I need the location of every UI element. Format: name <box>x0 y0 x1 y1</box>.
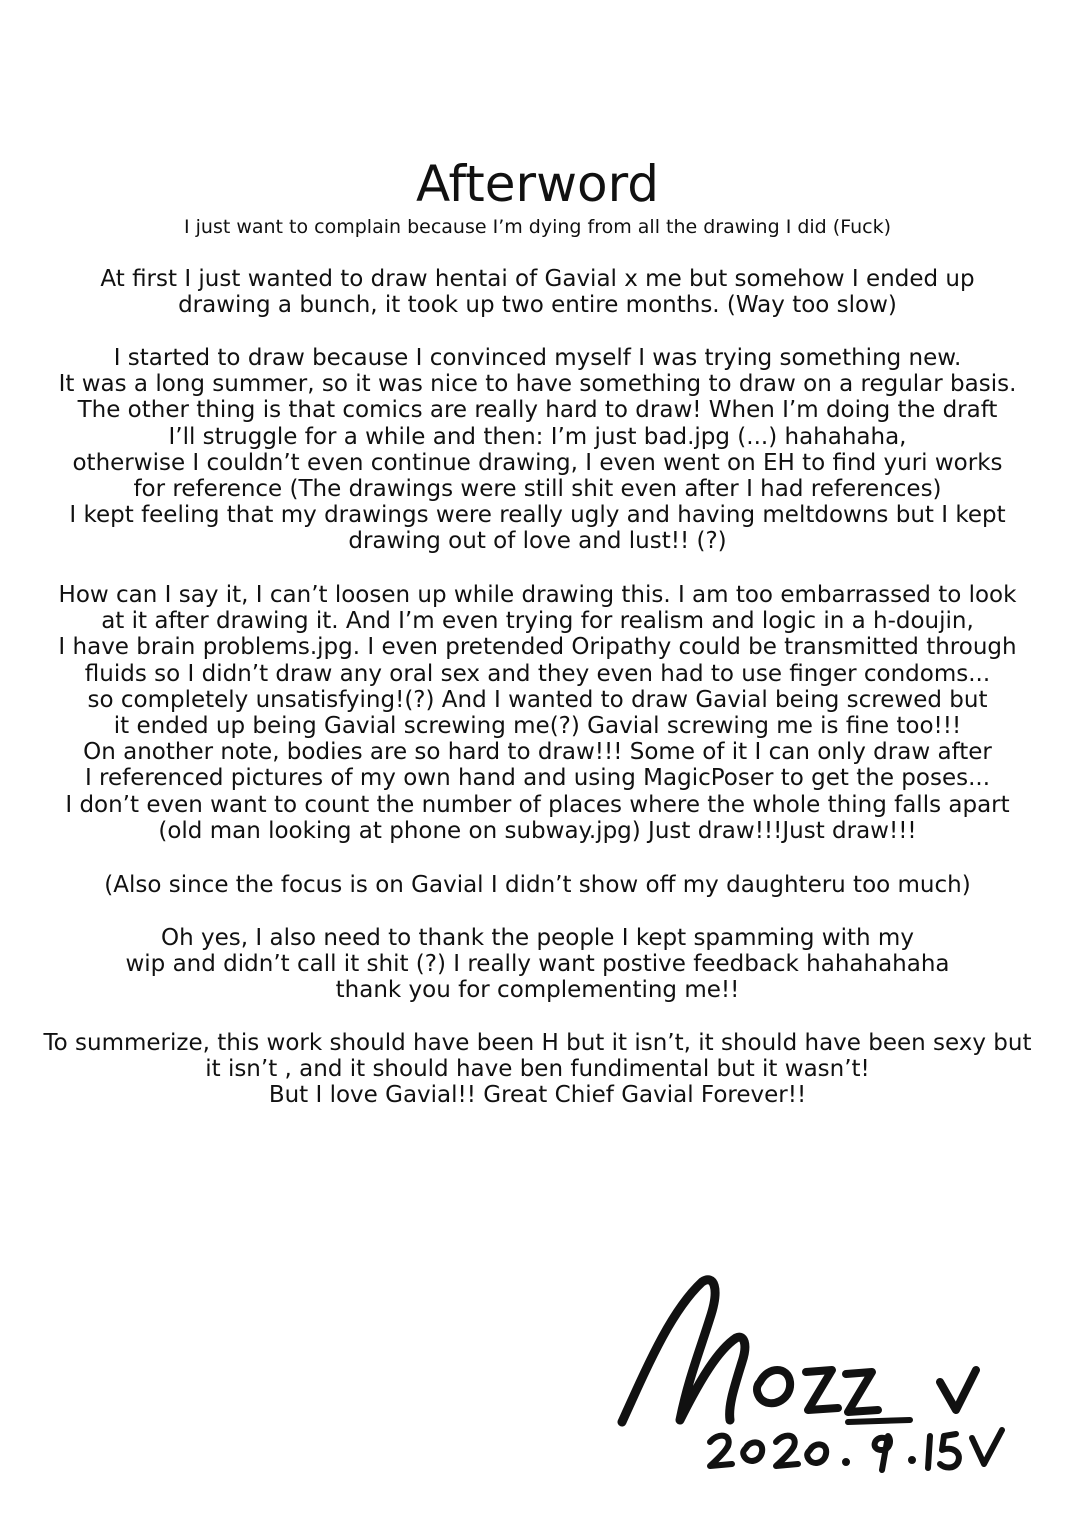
paragraph-line: Oh yes, I also need to thank the people I kept spamming with my <box>161 925 914 951</box>
paragraph-4 <box>10 872 1065 898</box>
paragraph-line: so completely unsatisfying!(?) And I wanted to draw Gavial being screwed but <box>87 686 988 713</box>
paragraph-5 <box>10 925 1065 1004</box>
paragraph-line: (old man looking at phone on subway.jpg) Just draw!!!Just draw!!! <box>158 817 917 844</box>
paragraph-line: drawing out of love and lust!! (?) <box>348 528 727 555</box>
paragraph-line: I referenced pictures of my own hand and using MagicPoser to get the poses... <box>84 765 991 792</box>
paragraph-line: I’ll struggle for a while and then: I’m just bad.jpg (...) hahahaha, <box>168 423 907 450</box>
paragraph-line: It was a long summer, so it was nice to have something to draw on a regular basis. <box>58 371 1017 398</box>
paragraph-6 <box>10 1030 1065 1109</box>
paragraph-line: drawing a bunch, it took up two entire months. (Way too slow) <box>178 292 897 319</box>
paragraph-2 <box>10 345 1065 555</box>
paragraph-line: for reference (The drawings were still shit even after I had references) <box>133 476 942 503</box>
paragraph-line: But I love Gavial!! Great Chief Gavial Forever!! <box>268 1082 807 1109</box>
paragraph-line: I kept feeling that my drawings were really ugly and having meltdowns but I kept <box>69 502 1006 529</box>
paragraph-line: fluids so I didn’t draw any oral sex and they even had to use finger condoms... <box>84 660 991 687</box>
paragraph-line: otherwise I couldn’t even continue drawing, I even went on EH to find yuri works <box>72 449 1003 476</box>
paragraph-line: I started to draw because I convinced myself I was trying something new. <box>113 345 962 371</box>
paragraph-1 <box>10 266 1065 318</box>
paragraph-3 <box>10 582 1065 844</box>
paragraph-line: (Also since the focus is on Gavial I didn’t show off my daughteru too much) <box>104 872 971 898</box>
paragraph-line: To summerize, this work should have been H but it isn’t, it should have been sexy but <box>43 1030 1032 1056</box>
page-subtitle: I just want to complain because I’m dying from all the drawing I did (Fuck) <box>183 216 891 238</box>
paragraph-line: The other thing is that comics are really hard to draw! When I’m doing the draft <box>77 397 998 424</box>
page-title: Afterword <box>416 154 659 213</box>
handwritten-signature <box>610 1270 1010 1480</box>
paragraph-line: thank you for complementing me!! <box>335 977 740 1004</box>
paragraph-line: it isn’t , and it should have ben fundimental but it wasn’t! <box>205 1056 870 1083</box>
paragraph-line: At first I just wanted to draw hentai of Gavial x me but somehow I ended up <box>100 266 975 292</box>
paragraph-line: I don’t even want to count the number of places where the whole thing falls apart <box>65 791 1010 818</box>
paragraph-line: it ended up being Gavial screwing me(?) Gavial screwing me is fine too!!! <box>113 713 962 740</box>
paragraph-line: at it after drawing it. And I’m even trying for realism and logic in a h-doujin, <box>101 608 974 635</box>
paragraph-line: wip and didn’t call it shit (?) I really want postive feedback hahahahaha <box>125 951 950 978</box>
paragraph-line: On another note, bodies are so hard to draw!!! Some of it I can only draw after <box>83 739 992 766</box>
paragraph-line: I have brain problems.jpg. I even pretended Oripathy could be transmitted through <box>58 634 1017 661</box>
paragraph-line: How can I say it, I can’t loosen up while drawing this. I am too embarrassed to look <box>58 582 1017 608</box>
